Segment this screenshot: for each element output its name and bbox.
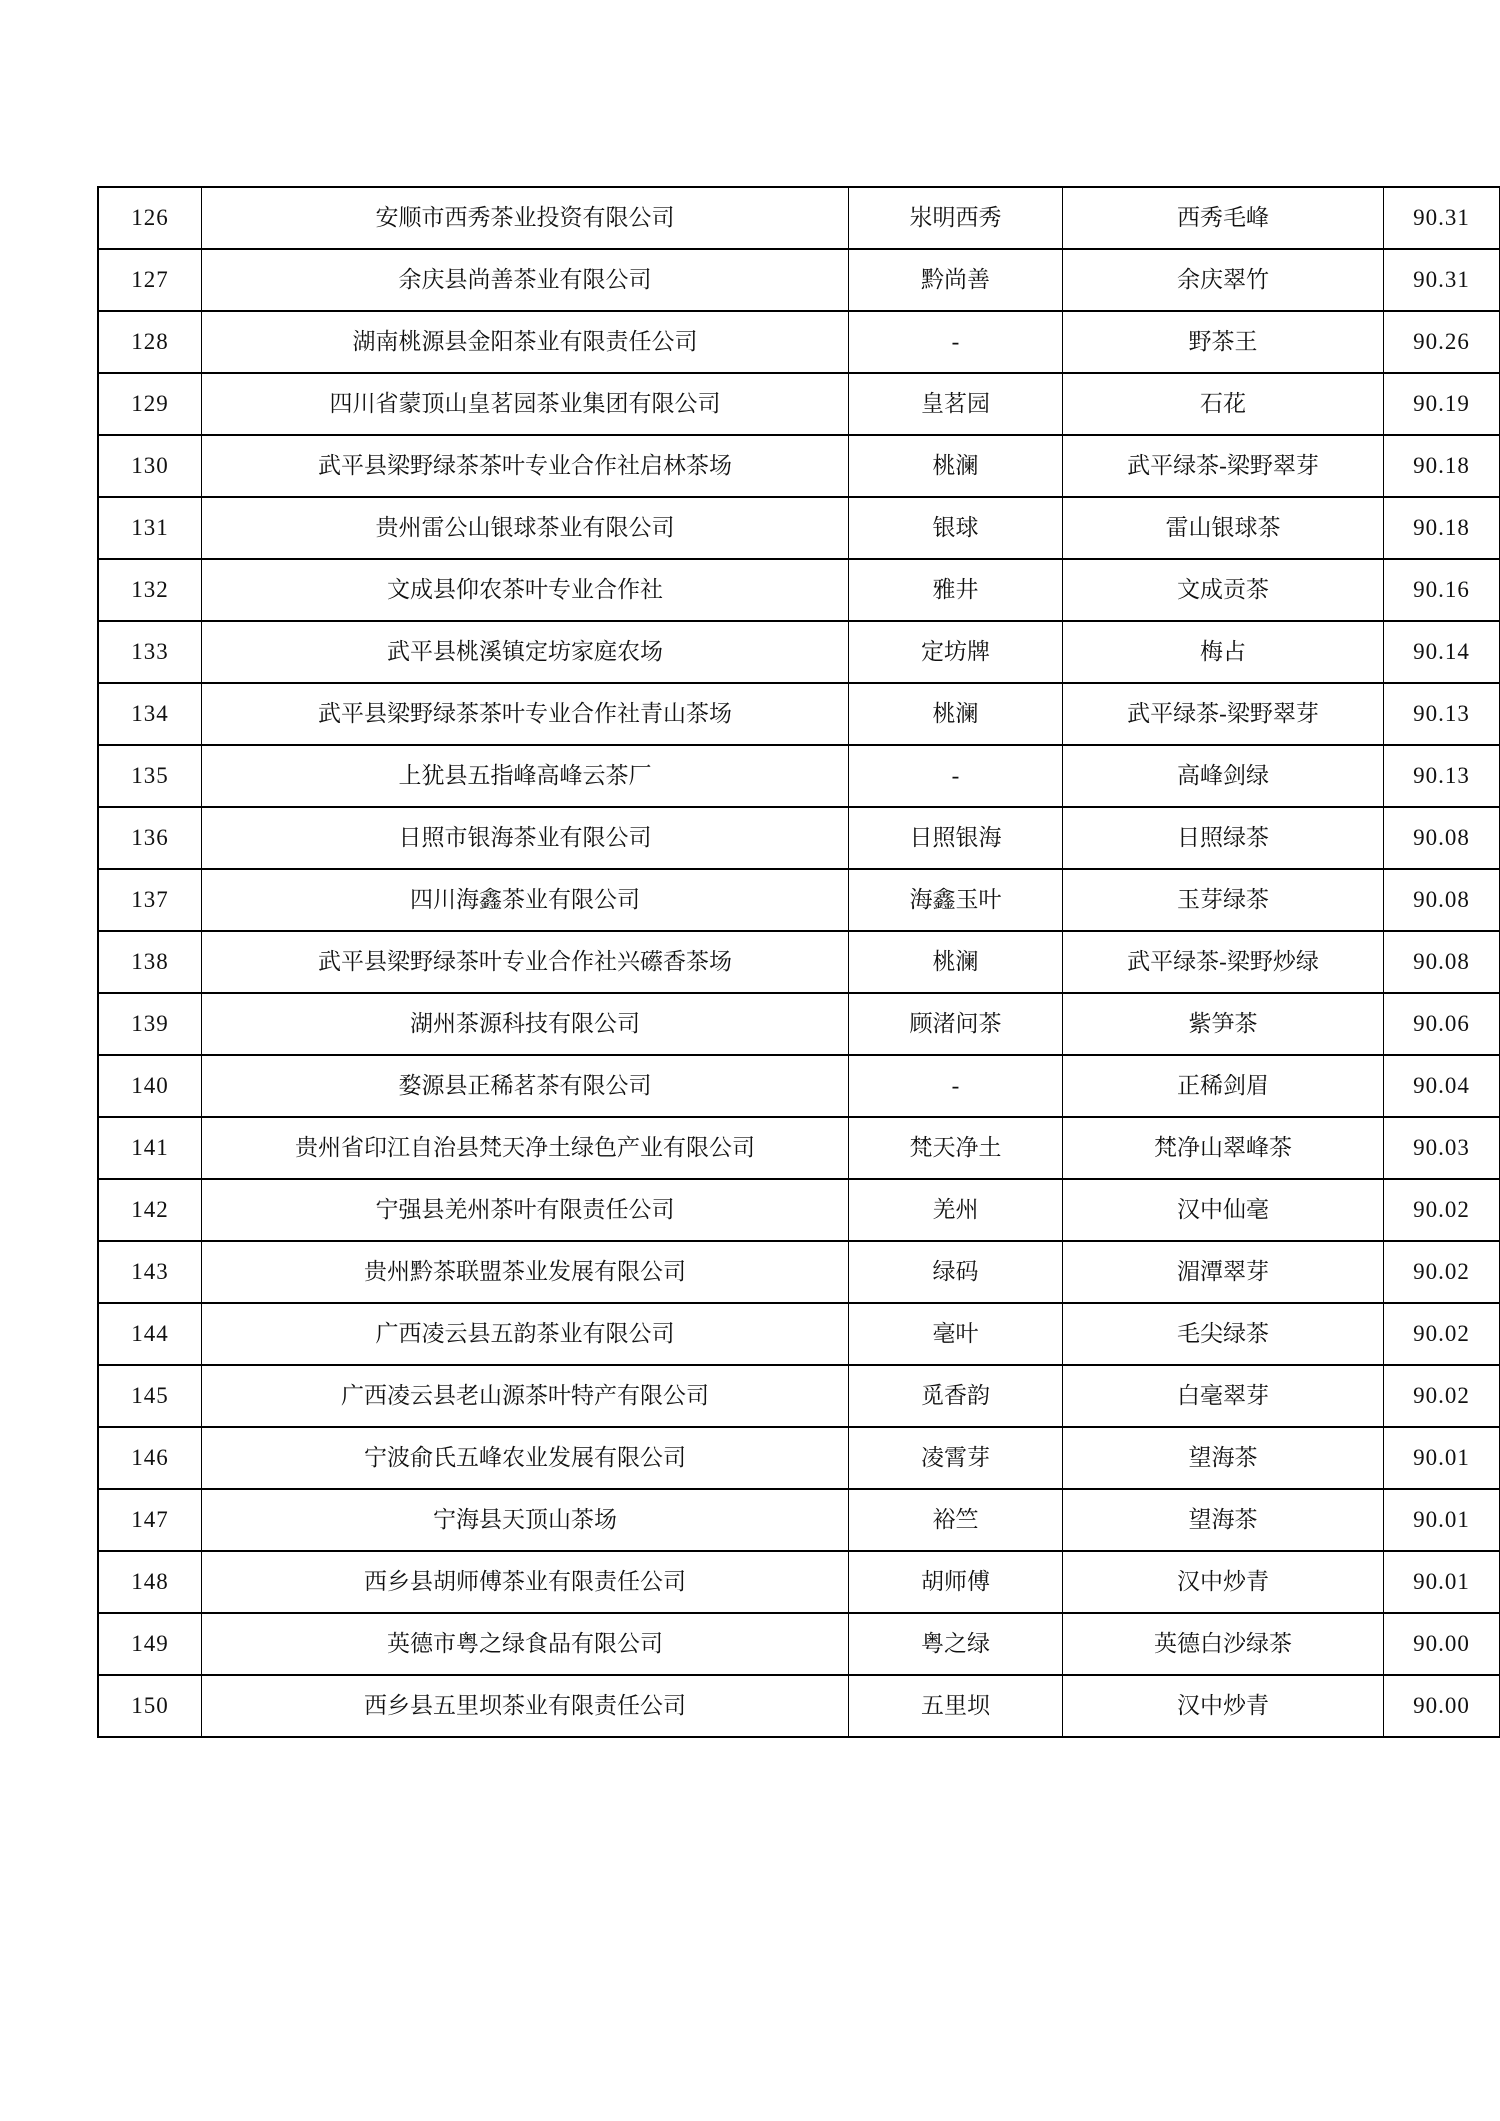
cell-company: 武平县梁野绿茶茶叶专业合作社启林茶场 — [202, 435, 849, 497]
cell-brand: 五里坝 — [849, 1675, 1063, 1737]
cell-rank: 131 — [98, 497, 202, 559]
cell-rank: 143 — [98, 1241, 202, 1303]
cell-company: 宁海县天顶山茶场 — [202, 1489, 849, 1551]
cell-score: 90.00 — [1384, 1613, 1500, 1675]
table-row — [98, 1675, 1500, 1737]
cell-rank: 148 — [98, 1551, 202, 1613]
table-row — [98, 1427, 1500, 1489]
cell-product: 雷山银球茶 — [1063, 497, 1384, 559]
cell-company: 宁波俞氏五峰农业发展有限公司 — [202, 1427, 849, 1489]
cell-brand: 汖明西秀 — [849, 187, 1063, 249]
cell-brand: 粤之绿 — [849, 1613, 1063, 1675]
table-row — [98, 1613, 1500, 1675]
cell-score: 90.08 — [1384, 869, 1500, 931]
cell-score: 90.00 — [1384, 1675, 1500, 1737]
cell-brand: 银球 — [849, 497, 1063, 559]
cell-brand: 梵天净土 — [849, 1117, 1063, 1179]
cell-product: 余庆翠竹 — [1063, 249, 1384, 311]
table-row — [98, 621, 1500, 683]
cell-brand: 凌霄芽 — [849, 1427, 1063, 1489]
cell-product: 毛尖绿茶 — [1063, 1303, 1384, 1365]
cell-score: 90.01 — [1384, 1551, 1500, 1613]
cell-score: 90.01 — [1384, 1427, 1500, 1489]
cell-score: 90.31 — [1384, 249, 1500, 311]
cell-product: 野茶王 — [1063, 311, 1384, 373]
cell-score: 90.19 — [1384, 373, 1500, 435]
cell-brand: 黔尚善 — [849, 249, 1063, 311]
cell-product: 白毫翠芽 — [1063, 1365, 1384, 1427]
cell-rank: 150 — [98, 1675, 202, 1737]
cell-brand: 胡师傅 — [849, 1551, 1063, 1613]
table-row — [98, 1303, 1500, 1365]
table-row — [98, 1179, 1500, 1241]
cell-rank: 147 — [98, 1489, 202, 1551]
cell-brand: 毫叶 — [849, 1303, 1063, 1365]
cell-brand: 裕竺 — [849, 1489, 1063, 1551]
cell-brand: 羌州 — [849, 1179, 1063, 1241]
cell-product: 紫笋茶 — [1063, 993, 1384, 1055]
cell-score: 90.18 — [1384, 435, 1500, 497]
cell-rank: 138 — [98, 931, 202, 993]
cell-company: 武平县梁野绿茶叶专业合作社兴礤香茶场 — [202, 931, 849, 993]
cell-company: 广西凌云县老山源茶叶特产有限公司 — [202, 1365, 849, 1427]
table-row — [98, 745, 1500, 807]
table-row — [98, 1055, 1500, 1117]
table-row — [98, 1489, 1500, 1551]
cell-company: 余庆县尚善茶业有限公司 — [202, 249, 849, 311]
cell-company: 日照市银海茶业有限公司 — [202, 807, 849, 869]
cell-product: 高峰剑绿 — [1063, 745, 1384, 807]
cell-rank: 127 — [98, 249, 202, 311]
cell-company: 文成县仰农茶叶专业合作社 — [202, 559, 849, 621]
cell-brand: 定坊牌 — [849, 621, 1063, 683]
cell-score: 90.08 — [1384, 807, 1500, 869]
table-row — [98, 683, 1500, 745]
cell-rank: 145 — [98, 1365, 202, 1427]
cell-score: 90.02 — [1384, 1179, 1500, 1241]
cell-score: 90.14 — [1384, 621, 1500, 683]
cell-product: 梵净山翠峰茶 — [1063, 1117, 1384, 1179]
cell-company: 四川省蒙顶山皇茗园茶业集团有限公司 — [202, 373, 849, 435]
cell-company: 广西凌云县五韵茶业有限公司 — [202, 1303, 849, 1365]
cell-score: 90.18 — [1384, 497, 1500, 559]
cell-brand: 皇茗园 — [849, 373, 1063, 435]
cell-product: 石花 — [1063, 373, 1384, 435]
cell-score: 90.01 — [1384, 1489, 1500, 1551]
table-row — [98, 187, 1500, 249]
cell-rank: 142 — [98, 1179, 202, 1241]
cell-rank: 140 — [98, 1055, 202, 1117]
cell-brand: 海鑫玉叶 — [849, 869, 1063, 931]
cell-product: 梅占 — [1063, 621, 1384, 683]
cell-rank: 128 — [98, 311, 202, 373]
cell-company: 贵州雷公山银球茶业有限公司 — [202, 497, 849, 559]
cell-brand: 绿码 — [849, 1241, 1063, 1303]
cell-company: 安顺市西秀茶业投资有限公司 — [202, 187, 849, 249]
cell-score: 90.04 — [1384, 1055, 1500, 1117]
table-row — [98, 373, 1500, 435]
cell-company: 贵州省印江自治县梵天净土绿色产业有限公司 — [202, 1117, 849, 1179]
table-row — [98, 869, 1500, 931]
cell-company: 西乡县胡师傅茶业有限责任公司 — [202, 1551, 849, 1613]
cell-company: 英德市粤之绿食品有限公司 — [202, 1613, 849, 1675]
cell-score: 90.13 — [1384, 683, 1500, 745]
cell-brand: - — [849, 311, 1063, 373]
cell-rank: 135 — [98, 745, 202, 807]
cell-product: 日照绿茶 — [1063, 807, 1384, 869]
cell-rank: 137 — [98, 869, 202, 931]
cell-rank: 133 — [98, 621, 202, 683]
table-row — [98, 435, 1500, 497]
cell-brand: - — [849, 745, 1063, 807]
cell-product: 文成贡茶 — [1063, 559, 1384, 621]
cell-rank: 144 — [98, 1303, 202, 1365]
cell-company: 上犹县五指峰高峰云茶厂 — [202, 745, 849, 807]
cell-product: 武平绿茶-梁野炒绿 — [1063, 931, 1384, 993]
cell-product: 汉中仙毫 — [1063, 1179, 1384, 1241]
table-row — [98, 931, 1500, 993]
cell-product: 武平绿茶-梁野翠芽 — [1063, 435, 1384, 497]
table-row — [98, 311, 1500, 373]
cell-score: 90.02 — [1384, 1365, 1500, 1427]
cell-brand: 桃澜 — [849, 435, 1063, 497]
cell-brand: 雅井 — [849, 559, 1063, 621]
cell-company: 湖南桃源县金阳茶业有限责任公司 — [202, 311, 849, 373]
cell-product: 望海茶 — [1063, 1427, 1384, 1489]
table-row — [98, 497, 1500, 559]
cell-product: 正稀剑眉 — [1063, 1055, 1384, 1117]
table-row — [98, 1551, 1500, 1613]
cell-company: 武平县梁野绿茶茶叶专业合作社青山茶场 — [202, 683, 849, 745]
cell-rank: 134 — [98, 683, 202, 745]
cell-score: 90.13 — [1384, 745, 1500, 807]
cell-company: 武平县桃溪镇定坊家庭农场 — [202, 621, 849, 683]
cell-score: 90.31 — [1384, 187, 1500, 249]
cell-rank: 132 — [98, 559, 202, 621]
cell-brand: 日照银海 — [849, 807, 1063, 869]
ranking-table-body — [98, 187, 1500, 1737]
cell-brand: 觅香韵 — [849, 1365, 1063, 1427]
cell-product: 望海茶 — [1063, 1489, 1384, 1551]
table-row — [98, 807, 1500, 869]
cell-brand: 桃澜 — [849, 931, 1063, 993]
table-row — [98, 1241, 1500, 1303]
table-row — [98, 559, 1500, 621]
cell-score: 90.02 — [1384, 1241, 1500, 1303]
cell-product: 西秀毛峰 — [1063, 187, 1384, 249]
cell-product: 汉中炒青 — [1063, 1551, 1384, 1613]
cell-product: 英德白沙绿茶 — [1063, 1613, 1384, 1675]
cell-rank: 130 — [98, 435, 202, 497]
cell-product: 武平绿茶-梁野翠芽 — [1063, 683, 1384, 745]
cell-brand: - — [849, 1055, 1063, 1117]
cell-company: 西乡县五里坝茶业有限责任公司 — [202, 1675, 849, 1737]
cell-rank: 129 — [98, 373, 202, 435]
cell-rank: 126 — [98, 187, 202, 249]
cell-rank: 141 — [98, 1117, 202, 1179]
cell-score: 90.03 — [1384, 1117, 1500, 1179]
cell-rank: 136 — [98, 807, 202, 869]
cell-score: 90.02 — [1384, 1303, 1500, 1365]
cell-rank: 146 — [98, 1427, 202, 1489]
cell-brand: 顾渚问茶 — [849, 993, 1063, 1055]
cell-score: 90.08 — [1384, 931, 1500, 993]
cell-product: 湄潭翠芽 — [1063, 1241, 1384, 1303]
cell-rank: 139 — [98, 993, 202, 1055]
tea-ranking-table — [97, 186, 1500, 1738]
cell-product: 玉芽绿茶 — [1063, 869, 1384, 931]
cell-product: 汉中炒青 — [1063, 1675, 1384, 1737]
cell-company: 贵州黔茶联盟茶业发展有限公司 — [202, 1241, 849, 1303]
cell-brand: 桃澜 — [849, 683, 1063, 745]
table-row — [98, 249, 1500, 311]
cell-score: 90.26 — [1384, 311, 1500, 373]
table-row — [98, 993, 1500, 1055]
cell-company: 宁强县羌州茶叶有限责任公司 — [202, 1179, 849, 1241]
cell-company: 湖州茶源科技有限公司 — [202, 993, 849, 1055]
cell-rank: 149 — [98, 1613, 202, 1675]
table-row — [98, 1365, 1500, 1427]
table-row — [98, 1117, 1500, 1179]
cell-score: 90.16 — [1384, 559, 1500, 621]
cell-company: 四川海鑫茶业有限公司 — [202, 869, 849, 931]
cell-score: 90.06 — [1384, 993, 1500, 1055]
cell-company: 婺源县正稀茗茶有限公司 — [202, 1055, 849, 1117]
